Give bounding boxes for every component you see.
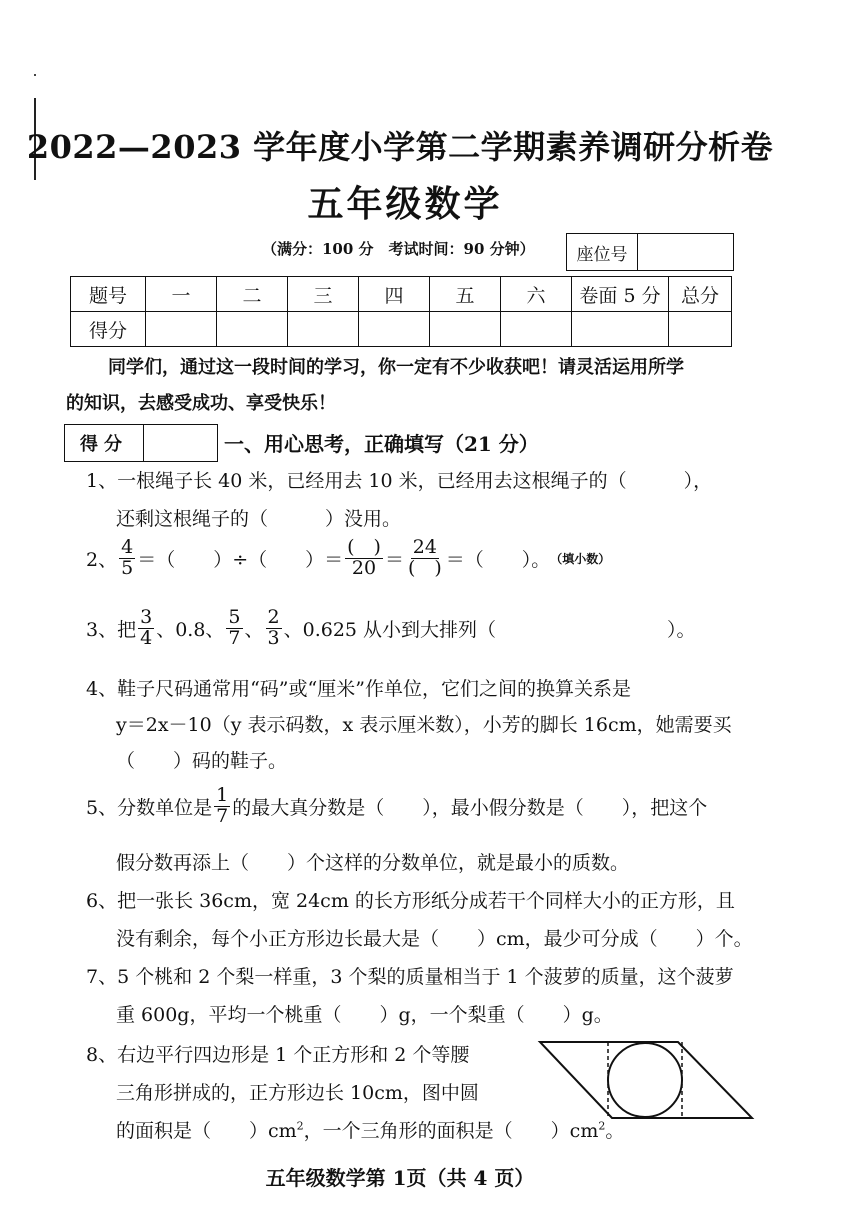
q5-prefix: 5、分数单位是	[86, 796, 213, 819]
q8-part-a: 的面积是（ ）cm	[116, 1120, 297, 1142]
section-score-field[interactable]	[144, 425, 217, 461]
q3-fraction-3	[266, 608, 282, 649]
frac-num: 5	[228, 606, 241, 628]
score-row-label: 得分	[71, 312, 146, 347]
frac-den: 5	[121, 556, 134, 579]
subject-title: 五年级数学	[307, 183, 503, 225]
seat-number-box	[566, 233, 734, 271]
exam-meta: （满分：100 分 考试时间：90 分钟）	[262, 240, 535, 258]
question-2	[86, 538, 610, 579]
question-6-line-2: 没有剩余，每个小正方形边长最大是（ ）cm，最少可分成（ ）个。	[116, 928, 753, 950]
question-7-line-2: 重 600g，平均一个桃重（ ）g，一个梨重（ ）g。	[116, 1004, 613, 1026]
q8-part-b: ，一个三角形的面积是（ ）cm	[303, 1120, 599, 1142]
score-header-cell: 五	[430, 277, 501, 312]
frac-num: 24	[412, 536, 437, 558]
frac-num: 1	[216, 784, 229, 806]
score-header-cell: 四	[359, 277, 430, 312]
q2-middle: ＝（ ）÷（ ）＝	[137, 548, 344, 571]
frac-num: ( )	[347, 536, 381, 558]
score-cell[interactable]	[217, 312, 288, 347]
frac-den: 20	[351, 556, 377, 579]
q3-part-b: 、	[244, 618, 264, 641]
score-header-cell: 三	[288, 277, 359, 312]
question-7-line-1: 7、5 个桃和 2 个梨一样重，3 个梨的质量相当于 1 个菠萝的质量，这个菠萝	[86, 966, 734, 988]
question-4-line-2: y＝2x－10（y 表示码数，x 表示厘米数），小芳的脚长 16cm，她需要买	[116, 714, 732, 736]
score-header-cell: 卷面 5 分	[572, 277, 669, 312]
q5-rest: 的最大真分数是（ ），最小假分数是（ ），把这个	[232, 796, 708, 819]
section-score-box	[64, 424, 218, 462]
question-6-line-1: 6、把一张长 36cm，宽 24cm 的长方形纸分成若干个同样大小的正方形，且	[86, 890, 735, 912]
score-cell[interactable]	[501, 312, 572, 347]
q2-end: ＝（ ）。	[445, 548, 551, 571]
score-header-cell: 一	[146, 277, 217, 312]
parallelogram-outline	[540, 1042, 752, 1118]
score-table-header-row	[71, 277, 732, 312]
section-1-title: 一、用心思考，正确填写（21 分）	[224, 432, 539, 456]
frac-num: 3	[140, 606, 153, 628]
frac-num: 4	[121, 536, 134, 558]
frac-den: 4	[140, 626, 153, 649]
q2-fraction-2	[345, 538, 383, 579]
frac-den: 7	[216, 804, 229, 827]
score-cell[interactable]	[669, 312, 732, 347]
frac-den: ( )	[407, 556, 442, 579]
q2-prefix: 2、	[86, 548, 118, 571]
section-score-label: 得分	[65, 425, 144, 461]
question-4-line-3: （ ）码的鞋子。	[116, 750, 288, 772]
q2-note: （填小数）	[550, 551, 611, 566]
question-1-line-2: 还剩这根绳子的（ ）没用。	[116, 508, 402, 530]
q3-fraction-1	[138, 608, 154, 649]
inscribed-circle	[608, 1043, 682, 1117]
q8-sup-2: 2	[598, 1119, 606, 1133]
q2-fraction-1	[119, 538, 135, 579]
score-header-cell: 总分	[669, 277, 732, 312]
score-cell[interactable]	[146, 312, 217, 347]
frac-den: 7	[228, 626, 241, 649]
score-cell[interactable]	[430, 312, 501, 347]
q8-sup-1: 2	[296, 1119, 304, 1133]
page-footer: 五年级数学第 1页（共 4 页）	[265, 1166, 535, 1190]
question-1-line-1: 1、一根绳子长 40 米，已经用去 10 米，已经用去这根绳子的（ ），	[86, 470, 713, 492]
scan-dot	[34, 74, 36, 76]
seat-number-field[interactable]	[638, 234, 733, 270]
question-5-line-2: 假分数再添上（ ）个这样的分数单位，就是最小的质数。	[116, 852, 630, 874]
question-4-line-1: 4、鞋子尺码通常用“码”或“厘米”作单位，它们之间的换算关系是	[86, 678, 631, 700]
q3-part-c: 、0.625 从小到大排列（ ）。	[283, 618, 696, 641]
frac-num: 2	[267, 606, 280, 628]
seat-number-label: 座位号	[567, 234, 638, 270]
question-8-line-1: 8、右边平行四边形是 1 个正方形和 2 个等腰	[86, 1044, 470, 1066]
question-5-line-1	[86, 786, 707, 827]
score-cell[interactable]	[572, 312, 669, 347]
question-8-line-2: 三角形拼成的，正方形边长 10cm，图中圆	[116, 1082, 479, 1104]
q8-part-c: 。	[605, 1120, 625, 1142]
intro-line-1: 同学们，通过这一段时间的学习，你一定有不少收获吧！请灵活运用所学	[72, 357, 684, 378]
q2-fraction-3	[406, 538, 444, 579]
score-table-score-row	[71, 312, 732, 347]
exam-title: 2022—2023 学年度小学第二学期素养调研分析卷	[26, 128, 774, 166]
q3-part-a: 、0.8、	[156, 618, 225, 641]
intro-line-2: 的知识，去感受成功、享受快乐！	[66, 393, 336, 414]
score-header-cell: 题号	[71, 277, 146, 312]
q3-fraction-2	[226, 608, 242, 649]
score-cell[interactable]	[288, 312, 359, 347]
score-table	[70, 276, 732, 347]
score-header-cell: 六	[501, 277, 572, 312]
q5-fraction	[214, 786, 230, 827]
q2-equals: ＝	[384, 548, 404, 571]
question-3	[86, 608, 696, 649]
frac-den: 3	[267, 626, 280, 649]
parallelogram-figure	[536, 1038, 756, 1122]
q3-prefix: 3、把	[86, 618, 137, 641]
score-cell[interactable]	[359, 312, 430, 347]
score-header-cell: 二	[217, 277, 288, 312]
